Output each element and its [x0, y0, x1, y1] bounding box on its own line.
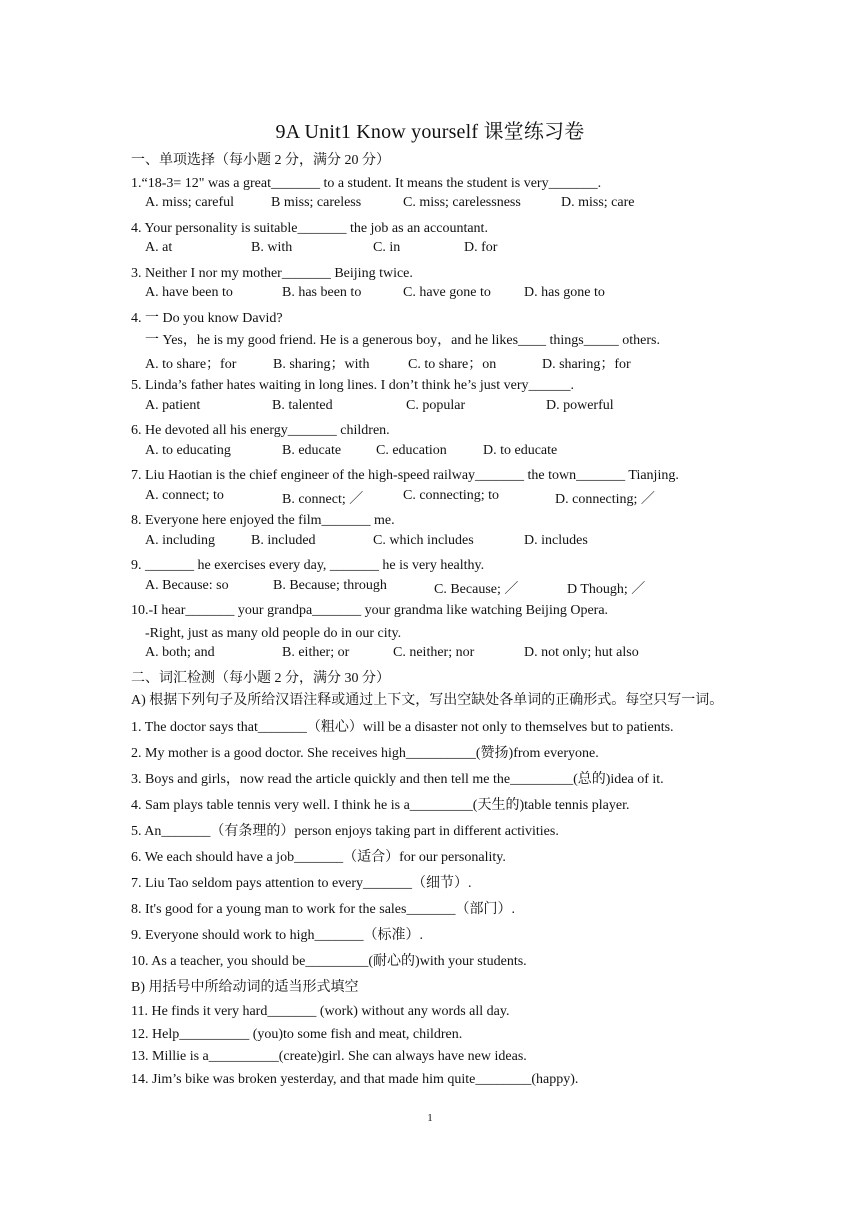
document-body: [131, 150, 731, 1091]
part-b-instruction: B) 用括号中所给动词的适当形式填空: [131, 980, 359, 995]
option-c: C. which includes: [373, 532, 474, 548]
option-b: B miss; careless: [271, 195, 362, 210]
question-stem: 9. _______ he exercises every day, _______ he is very healthy.: [131, 558, 485, 573]
question-options: [131, 195, 731, 218]
question-stem: 3. Neither I nor my mother_______ Beijing twice.: [131, 265, 413, 281]
option-d: D. powerful: [546, 397, 614, 413]
section2-heading: 二、词汇检测（每小题 2 分，满分 30 分）: [131, 670, 390, 686]
question-stem: 5. Linda’s father hates waiting in long lines. I don’t think he’s just very______.: [131, 378, 575, 393]
option-c: C. in: [373, 240, 401, 255]
question-options: [131, 443, 731, 466]
vocab-item: 7. Liu Tao seldom pays attention to every_______（细节）.: [131, 876, 472, 891]
option-a: A. at: [145, 240, 173, 255]
option-b: B. Because; through: [273, 577, 387, 593]
verb-form-item: 11. He finds it very hard_______ (work) without any words all day.: [131, 1004, 510, 1019]
verb-form-item: 14. Jim’s bike was broken yesterday, and that made him quite________(happy).: [131, 1071, 579, 1087]
option-d: D. includes: [524, 532, 588, 548]
option-a: A. both; and: [145, 645, 215, 660]
option-d: D. to educate: [483, 442, 558, 458]
option-c: C. miss; carelessness: [403, 195, 521, 210]
question-options: [131, 353, 731, 376]
option-b: B. talented: [272, 397, 333, 413]
verb-form-item: 13. Millie is a__________(create)girl. She can always have new ideas.: [131, 1049, 527, 1064]
question-stem-continued: 一 Yes，he is my good friend. He is a generous boy，and he likes____ things_____ others.: [145, 333, 660, 348]
question-stem: 6. He devoted all his energy_______ children.: [131, 423, 390, 438]
vocab-item: 8. It's good for a young man to work for the sales_______（部门）.: [131, 902, 515, 917]
option-d: D. has gone to: [524, 285, 605, 300]
option-d: D. not only; hut also: [524, 645, 639, 660]
option-b: B. educate: [282, 442, 342, 458]
option-a: A. connect; to: [145, 487, 224, 503]
option-d: D. miss; care: [561, 195, 635, 210]
question-options: [131, 578, 731, 601]
part-a-instruction: A) 根据下列句子及所给汉语注释或通过上下文，写出空缺处各单词的正确形式。每空只写一词。: [131, 693, 724, 708]
question-options: [131, 285, 731, 308]
question-options: [131, 533, 731, 556]
option-b: B. sharing；with: [273, 356, 370, 372]
option-a: A. miss; careful: [145, 195, 235, 210]
option-a: A. have been to: [145, 285, 233, 300]
section1-heading: 一、单项选择（每小题 2 分，满分 20 分）: [131, 153, 390, 168]
option-c: C. popular: [406, 397, 466, 413]
vocab-item: 1. The doctor says that_______（粗心）will be a disaster not only to themselves but to patients.: [131, 720, 674, 735]
vocab-item: 5. An_______（有条理的）person enjoys taking part in different activities.: [131, 824, 559, 839]
vocab-item: 9. Everyone should work to high_______（标准）.: [131, 928, 424, 943]
question-stem: 4. Your personality is suitable_______ the job as an accountant.: [131, 220, 488, 236]
option-a: A. to educating: [145, 442, 231, 458]
vocab-item: 6. We each should have a job_______（适合）for our personality.: [131, 850, 506, 865]
vocab-item: 4. Sam plays table tennis very well. I think he is a_________(天生的)table tennis player.: [131, 798, 630, 813]
verb-form-item: 12. Help__________ (you)to some fish and meat, children.: [131, 1026, 463, 1042]
option-c: C. connecting; to: [403, 487, 500, 503]
option-a: A. Because: so: [145, 577, 229, 593]
option-b: B. connect; ／: [282, 491, 364, 507]
option-c: C. education: [376, 442, 447, 458]
option-b: B. included: [251, 532, 316, 548]
option-a: A. including: [145, 532, 215, 548]
question-stem: 1.“18-3= 12" was a great_______ to a student. It means the student is very_______.: [131, 175, 602, 191]
option-c: C. to share；on: [408, 356, 497, 372]
option-b: B. with: [251, 240, 293, 255]
question-stem: 7. Liu Haotian is the chief engineer of the high-speed railway_______ the town_______ Tianjing.: [131, 468, 679, 483]
option-a: A. patient: [145, 397, 201, 413]
option-c: C. have gone to: [403, 285, 491, 300]
option-b: B. either; or: [282, 645, 350, 660]
option-d: D. connecting; ／: [555, 491, 655, 507]
question-stem: 10.-I hear_______ your grandpa_______ your grandma like watching Beijing Opera.: [131, 603, 609, 618]
option-b: B. has been to: [282, 285, 362, 300]
option-d: D. sharing；for: [542, 356, 631, 372]
vocab-item: 2. My mother is a good doctor. She receives high__________(赞扬)from everyone.: [131, 746, 599, 761]
page-number: 1: [427, 1112, 433, 1124]
question-options: [131, 240, 731, 263]
option-a: A. to share；for: [145, 356, 237, 372]
vocab-item: 3. Boys and girls，now read the article quickly and then tell me the_________(总的)idea of it.: [131, 772, 664, 787]
question-stem-continued: -Right, just as many old people do in our city.: [145, 625, 402, 641]
option-d: D. for: [464, 240, 498, 255]
option-c: C. neither; nor: [393, 645, 475, 660]
question-stem: 4. 一 Do you know David?: [131, 310, 283, 326]
question-options: [131, 488, 731, 511]
option-c: C. Because; ／: [434, 581, 519, 597]
question-stem: 8. Everyone here enjoyed the film_______ me.: [131, 513, 395, 528]
page-title: 9A Unit1 Know yourself 课堂练习卷: [275, 121, 585, 143]
option-d: D Though; ／: [567, 581, 646, 597]
question-options: [131, 645, 731, 668]
question-options: [131, 398, 731, 421]
vocab-item: 10. As a teacher, you should be_________(耐心的)with your students.: [131, 954, 527, 969]
